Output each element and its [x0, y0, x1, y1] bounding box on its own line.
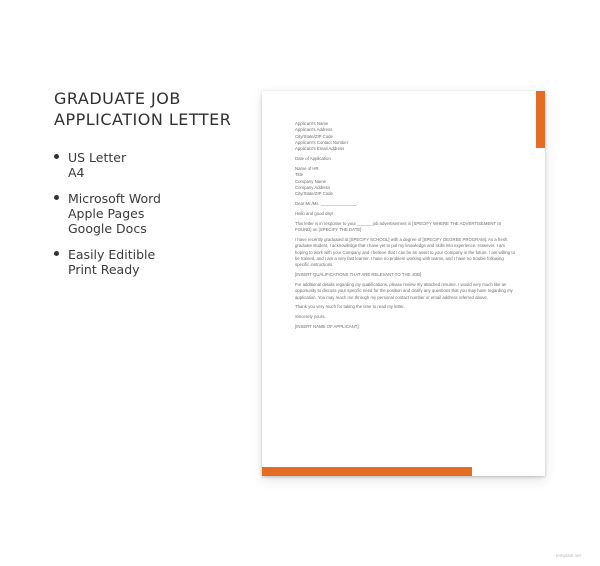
- watermark: template.net: [556, 553, 581, 558]
- sender-name: Applicant's Name: [295, 121, 329, 126]
- bullet-icon: [54, 154, 59, 159]
- feature-group-apps: [54, 191, 244, 236]
- feature-item: Apple Pages: [68, 206, 145, 221]
- bullet-icon: [54, 251, 59, 256]
- title-line-2: APPLICATION LETTER: [54, 110, 232, 129]
- paragraph-3-text: [INSERT QUALIFICATIONS THAT ARE RELEVANT TO THE JOB]: [295, 272, 422, 278]
- sender-block: [295, 121, 517, 152]
- greeting-text: Hello and good day!: [295, 210, 334, 216]
- paragraph-5: [295, 304, 517, 310]
- paragraph-4-text: For additional details regarding my qualifications, please review my attached resume. I would very much like an opportunity to discuss your specific need for the position and clarify any questions that you may have regarding my application. You may reach me through my personal contact number or email address referred above.: [295, 281, 513, 300]
- paragraph-1: [295, 221, 517, 234]
- recipient-address: Company Address: [295, 184, 331, 190]
- recipient-company: Company Name: [295, 178, 327, 184]
- sender-city: City/State/ZIP Code: [295, 133, 333, 139]
- signature-text: [INSERT NAME OF APPLICANT]: [295, 324, 359, 330]
- greeting: [295, 211, 517, 217]
- paragraph-1-text: This letter is in response to your ______ job advertisement in [SPECIFY WHERE THE ADVERTISEMENT IS FOUND] on [SPECIFY THE DATE].: [295, 220, 502, 233]
- accent-bar-top: [536, 91, 545, 148]
- salutation-text: Dear Mr./Ms. _______________:: [295, 201, 358, 207]
- feature-item: US Letter: [68, 150, 127, 165]
- sender-phone: Applicant's Contact Number: [295, 139, 349, 145]
- recipient-title: Title: [295, 172, 303, 178]
- closing: [295, 314, 517, 320]
- signature: [295, 324, 517, 330]
- page-title: [54, 88, 254, 130]
- sender-address: Applicant's Address: [295, 127, 333, 133]
- feature-item: Microsoft Word: [68, 191, 161, 206]
- feature-list: [54, 150, 244, 288]
- title-line-1: GRADUATE JOB: [54, 89, 181, 108]
- sender-email: Applicant's Email Address: [295, 146, 345, 152]
- recipient-block: [295, 166, 517, 197]
- accent-bar-bottom: [262, 467, 472, 476]
- feature-item: Easily Editible: [68, 247, 156, 262]
- letter-document: [262, 91, 545, 476]
- recipient-city: City/State/ZIP Code: [295, 191, 333, 197]
- paragraph-4: [295, 282, 517, 301]
- date-text: Date of Application: [295, 156, 331, 162]
- feature-group-qualities: [54, 247, 244, 277]
- feature-item: Google Docs: [68, 221, 147, 236]
- paragraph-2-text: I have recently graduated at [SPECIFY SCHOOL] with a degree of [SPECIFY DEGREE PROGRAM]. As a fresh graduate student, I acknowledge that I have yet to put my knowledge and skills into experience. However, I am hoping to work with your Company and I believe that I can be an asset to your Company in the future. I am willing to be trained, and I am a very fast learner. I have no problem working with teams, and I have no trouble following specific instructions.: [295, 237, 515, 268]
- date-line: [295, 156, 517, 162]
- paragraph-5-text: Thank you very much for taking the time to read my letter.: [295, 304, 405, 310]
- feature-item: Print Ready: [68, 262, 140, 277]
- paragraph-2: [295, 237, 517, 268]
- paragraph-3: [295, 272, 517, 278]
- feature-group-formats: [54, 150, 244, 180]
- feature-item: A4: [68, 165, 85, 180]
- recipient-name: Name of HR: [295, 165, 319, 171]
- bullet-icon: [54, 195, 59, 200]
- letter-body: [295, 121, 517, 334]
- closing-text: Sincerely yours,: [295, 314, 326, 320]
- salutation: [295, 201, 517, 207]
